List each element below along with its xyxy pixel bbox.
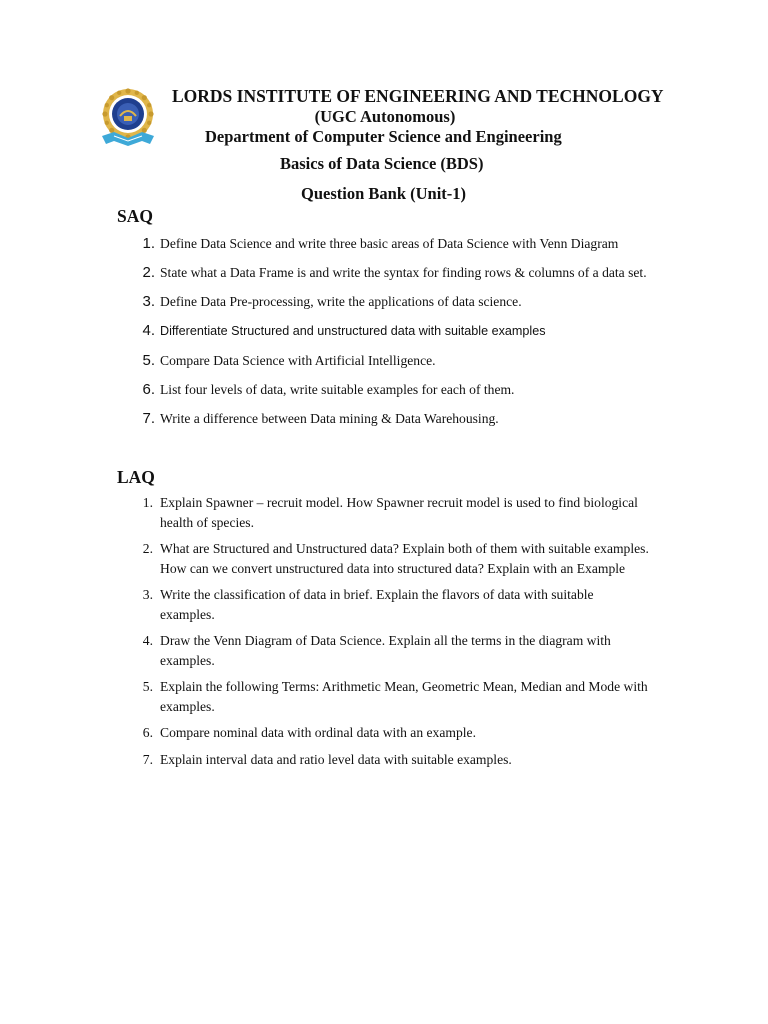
saq-question: [130, 321, 650, 342]
question-text: List four levels of data, write suitable examples for each of them.: [160, 382, 515, 397]
autonomous-status: (UGC Autonomous): [314, 107, 456, 126]
question-number: 6.: [142, 725, 153, 740]
saq-question: [130, 380, 650, 400]
question-number: 1.: [142, 235, 155, 252]
saq-question: [130, 234, 650, 254]
question-number: 5.: [142, 352, 155, 369]
question-text: Write the classification of data in brief. Explain the flavors of data with suitable examples.: [160, 587, 594, 622]
question-text: Define Data Science and write three basic areas of Data Science with Venn Diagram: [160, 236, 619, 251]
saq-question: [130, 292, 650, 312]
question-text: Define Data Pre-processing, write the applications of data science.: [160, 294, 522, 309]
question-number: 3.: [142, 293, 155, 310]
question-text: Explain interval data and ratio level data with suitable examples.: [160, 751, 512, 767]
course-title: Basics of Data Science (BDS): [280, 154, 484, 173]
college-emblem-icon: [98, 86, 158, 150]
laq-question: [130, 723, 650, 743]
saq-heading: SAQ: [117, 206, 153, 226]
question-number: 4.: [142, 322, 155, 339]
question-number: 2.: [142, 541, 153, 556]
question-text: Explain the following Terms: Arithmetic Mean, Geometric Mean, Median and Mode with examples.: [160, 679, 648, 714]
question-text: Write a difference between Data mining & Data Warehousing.: [160, 411, 499, 426]
laq-question: [130, 631, 650, 670]
saq-question: [130, 351, 650, 371]
laq-question: [130, 585, 650, 624]
question-number: 3.: [142, 587, 153, 602]
laq-question: [130, 750, 650, 770]
laq-question-list: [130, 493, 650, 776]
department-name: Department of Computer Science and Engineering: [205, 127, 562, 146]
laq-heading: LAQ: [117, 467, 155, 487]
question-number: 7.: [142, 751, 153, 767]
question-text: State what a Data Frame is and write the syntax for finding rows & columns of a data set.: [160, 265, 647, 280]
question-text: Compare nominal data with ordinal data with an example.: [160, 725, 476, 740]
institute-name: LORDS INSTITUTE OF ENGINEERING AND TECHNOLOGY: [172, 86, 664, 106]
saq-question: [130, 409, 650, 429]
question-text: Explain Spawner – recruit model. How Spawner recruit model is used to find biological health of species.: [160, 495, 638, 530]
question-text: What are Structured and Unstructured data? Explain both of them with suitable examples. How can we convert unstructured data into structured data? Explain with an Example: [160, 541, 649, 576]
laq-question: [130, 677, 650, 716]
saq-question: [130, 263, 650, 283]
question-text: Draw the Venn Diagram of Data Science. Explain all the terms in the diagram with examples.: [160, 633, 611, 668]
question-text: Differentiate Structured and unstructured data with suitable examples: [160, 324, 546, 338]
question-number: 6.: [142, 381, 155, 398]
question-number: 1.: [142, 495, 153, 510]
question-number: 4.: [142, 633, 153, 648]
question-number: 5.: [142, 679, 153, 694]
laq-question: [130, 493, 650, 532]
question-number: 2.: [142, 264, 155, 281]
page-title: Question Bank (Unit-1): [301, 184, 467, 203]
laq-question: [130, 539, 650, 578]
question-number: 7.: [142, 410, 155, 427]
saq-question-list: [130, 234, 650, 438]
question-text: Compare Data Science with Artificial Intelligence.: [160, 353, 436, 368]
